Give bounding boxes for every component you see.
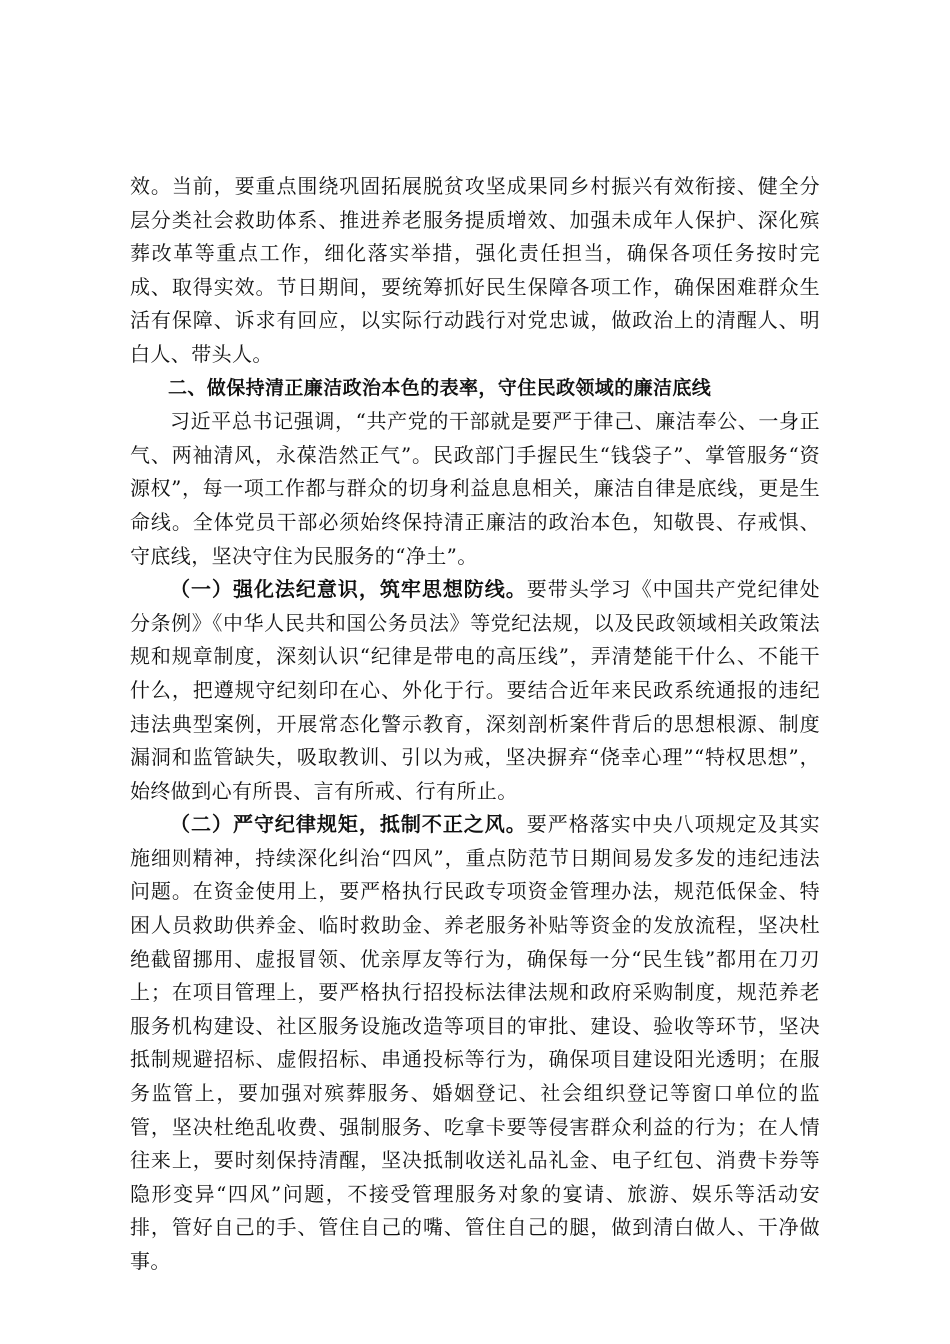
subsection-body-1: 要带头学习《中国共产党纪律处分条例》《中华人民共和国公务员法》等党纪法规，以及民政领域相关政策法规和规章制度，深刻认识“纪律是带电的高压线”，弄清楚能干什么、不能干什么，把遵规守纪刻印在心、外化于行。要结合近年来民政系统通报的违纪违法典型案例，开展常态化警示教育，深刻剖析案件背后的思想根源、制度漏洞和监管缺失，吸取教训、引以为戒，坚决摒弃“侥幸心理”“特权思想”，始终做到心有所畏、言有所戒、行有所止。 (130, 577, 820, 803)
subsection-paragraph-2 (130, 808, 820, 1278)
subsection-lead-2: （二）严守纪律规矩，抵制不正之风。 (170, 812, 527, 837)
subsection-paragraph-1 (130, 573, 820, 808)
section-intro-paragraph: 习近平总书记强调，“共产党的干部就是要严于律己、廉洁奉公、一身正气、两袖清风，永葆浩然正气”。民政部门手握民生“钱袋子”、掌管服务“资源权”，每一项工作都与群众的切身利益息息相关，廉洁自律是底线，更是生命线。全体党员干部必须始终保持清正廉洁的政治本色，知敬畏、存戒惧、守底线，坚决守住为民服务的“净土”。 (130, 409, 820, 568)
subsection-lead-1: （一）强化法纪意识，筑牢思想防线。 (170, 577, 527, 602)
section-heading: 二、做保持清正廉洁政治本色的表率，守住民政领域的廉洁底线 (168, 376, 712, 399)
document-body (130, 170, 820, 1279)
subsection-body-2: 要严格落实中央八项规定及其实施细则精神，持续深化纠治“四风”，重点防范节日期间易发多发的违纪违法问题。在资金使用上，要严格执行民政专项资金管理办法，规范低保金、特困人员救助供养金、临时救助金、养老服务补贴等资金的发放流程，坚决杜绝截留挪用、虚报冒领、优亲厚友等行为，确保每一分“民生钱”都用在刀刃上；在项目管理上，要严格执行招投标法律法规和政府采购制度，规范养老服务机构建设、社区服务设施改造等项目的审批、建设、验收等环节，坚决抵制规避招标、虚假招标、串通投标等行为，确保项目建设阳光透明；在服务监管上，要加强对殡葬服务、婚姻登记、社会组织登记等窗口单位的监管，坚决杜绝乱收费、强制服务、吃拿卡要等侵害群众利益的行为；在人情往来上，要时刻保持清醒，坚决抵制收送礼品礼金、电子红包、消费卡券等隐形变异“四风”问题，不接受管理服务对象的宴请、旅游、娱乐等活动安排，管好自己的手、管住自己的嘴、管住自己的腿，做到清白做人、干净做事。 (130, 812, 820, 1273)
continuation-paragraph: 效。当前，要重点围绕巩固拓展脱贫攻坚成果同乡村振兴有效衔接、健全分层分类社会救助体系、推进养老服务提质增效、加强未成年人保护、深化殡葬改革等重点工作，细化落实举措，强化责任担当，确保各项任务按时完成、取得实效。节日期间，要统筹抓好民生保障各项工作，确保困难群众生活有保障、诉求有回应，以实际行动践行对党忠诚，做政治上的清醒人、明白人、带头人。 (130, 174, 820, 366)
